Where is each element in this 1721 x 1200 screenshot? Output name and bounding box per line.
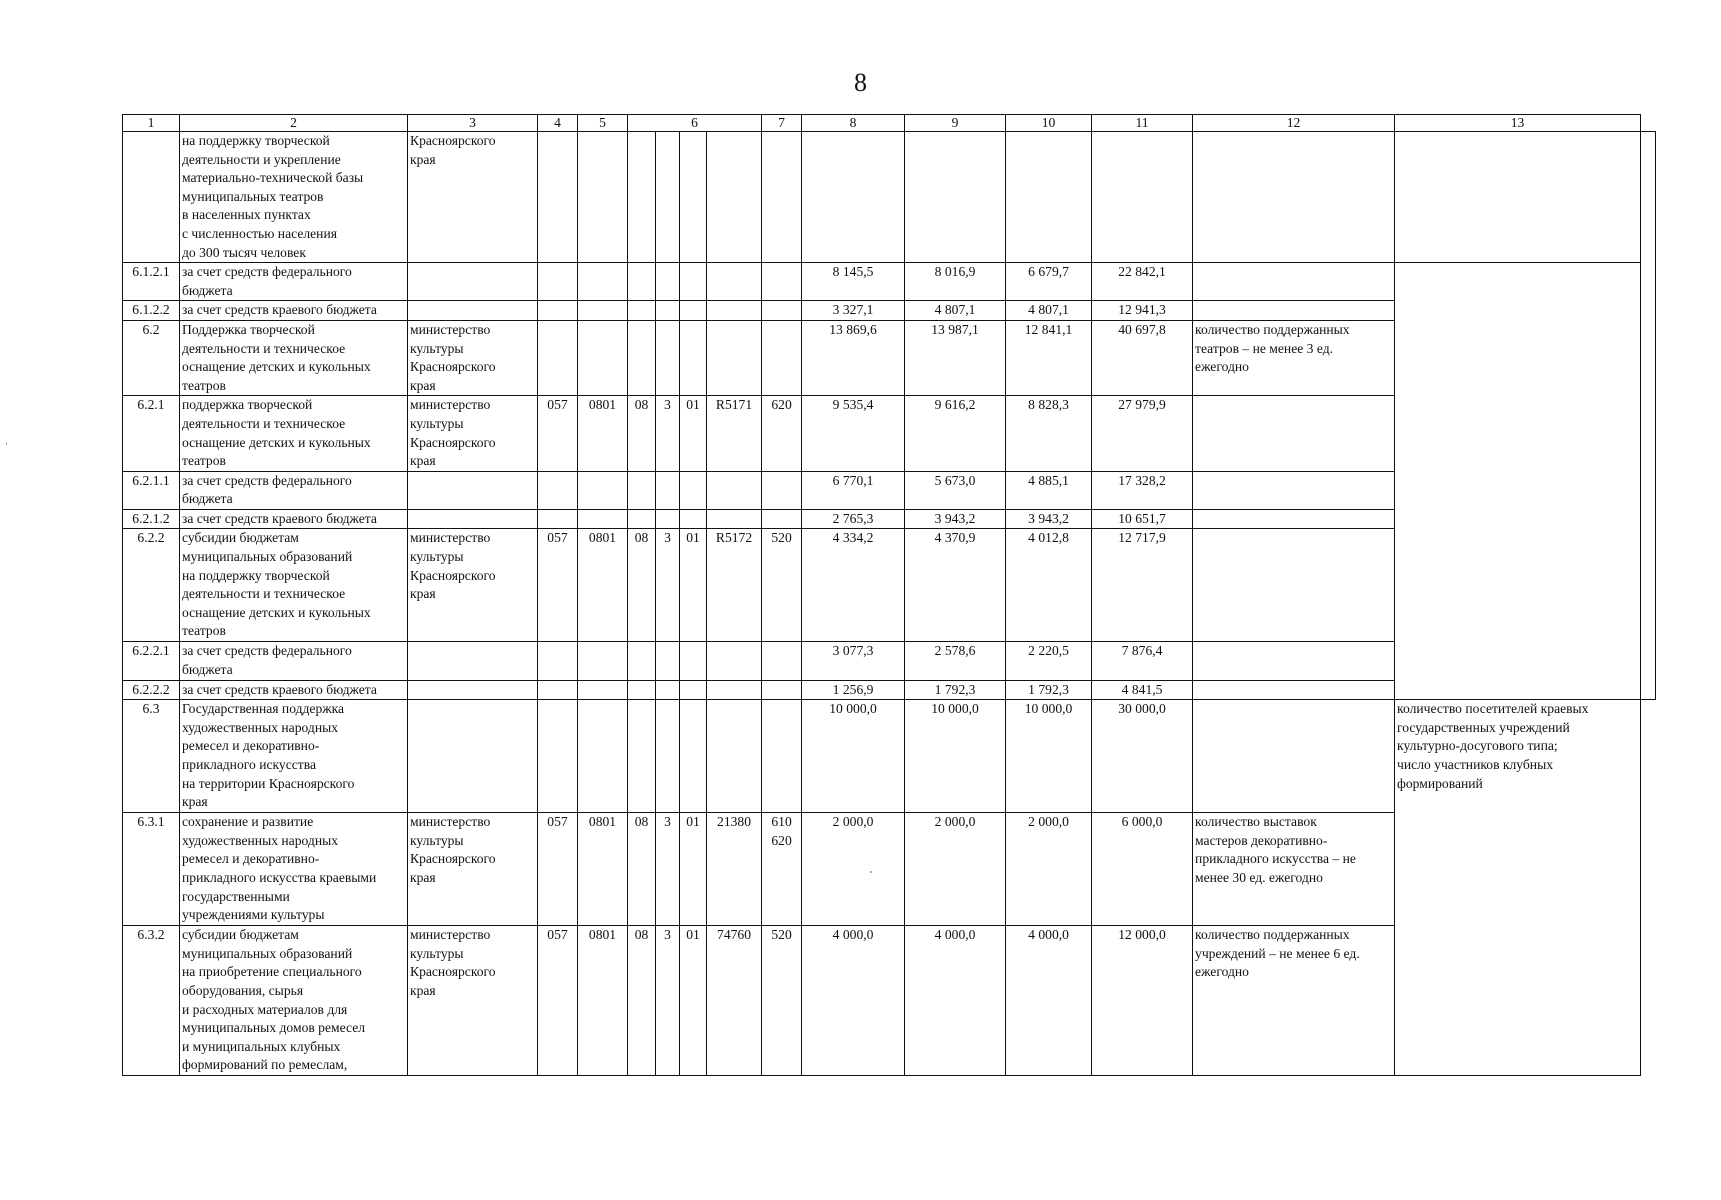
table-cell	[1193, 301, 1395, 321]
table-cell	[1193, 509, 1395, 529]
table-cell: 057	[538, 926, 578, 1076]
table-cell: 5 673,0	[905, 471, 1006, 509]
table-row	[123, 320, 1656, 395]
table-cell	[762, 680, 802, 700]
scan-speckle	[870, 871, 872, 873]
table-cell	[408, 263, 538, 301]
table-cell: на поддержку творческой деятельности и укрепление материально-технической базы муниципальных театров в населенных пунктах с численностью населения до 300 тысяч человек	[180, 132, 408, 263]
table-cell: 3	[656, 396, 680, 471]
table-cell: количество выставок мастеров декоративно- прикладного искусства – не менее 30 ед. ежегодно	[1193, 813, 1395, 926]
table-cell	[1193, 529, 1395, 642]
table-cell	[680, 263, 707, 301]
table-cell: 6.1.2.2	[123, 301, 180, 321]
table-row	[123, 529, 1656, 642]
table-cell: 8 145,5	[802, 263, 905, 301]
table-cell	[680, 471, 707, 509]
table-cell	[628, 700, 656, 813]
table-cell: 08	[628, 926, 656, 1076]
table-cell	[1395, 132, 1641, 263]
table-cell	[538, 471, 578, 509]
table-cell	[578, 320, 628, 395]
table-cell	[1193, 132, 1395, 263]
table-cell	[628, 642, 656, 680]
table-cell	[538, 680, 578, 700]
table-cell	[628, 680, 656, 700]
table-cell: 40 697,8	[1092, 320, 1193, 395]
table-cell: 057	[538, 529, 578, 642]
table-cell	[1193, 642, 1395, 680]
table-cell: 27 979,9	[1092, 396, 1193, 471]
table-cell	[538, 700, 578, 813]
table-cell: R5171	[707, 396, 762, 471]
table-cell: 08	[628, 529, 656, 642]
header-cell: 9	[905, 115, 1006, 132]
header-cell: 7	[762, 115, 802, 132]
table-cell	[656, 301, 680, 321]
table-cell	[762, 320, 802, 395]
table-cell: за счет средств федерального бюджета	[180, 263, 408, 301]
table-cell: 3	[656, 926, 680, 1076]
header-cell: 10	[1006, 115, 1092, 132]
header-cell: 11	[1092, 115, 1193, 132]
table-cell	[1193, 263, 1395, 301]
table-cell: 057	[538, 396, 578, 471]
table-cell: 6 679,7	[1006, 263, 1092, 301]
table-cell: 9 616,2	[905, 396, 1006, 471]
table-cell: 0801	[578, 813, 628, 926]
table-cell	[578, 700, 628, 813]
table-cell: 6.2	[123, 320, 180, 395]
table-cell: 21380	[707, 813, 762, 926]
table-cell	[578, 642, 628, 680]
column13-block	[1641, 132, 1656, 700]
table-cell: 01	[680, 813, 707, 926]
table-cell	[538, 642, 578, 680]
table-cell: за счет средств краевого бюджета	[180, 301, 408, 321]
table-cell: 3	[656, 813, 680, 926]
table-cell: 520	[762, 926, 802, 1076]
table-cell	[656, 471, 680, 509]
table-cell: 8 016,9	[905, 263, 1006, 301]
table-cell: 4 807,1	[905, 301, 1006, 321]
table-cell: 8 828,3	[1006, 396, 1092, 471]
table-cell: 6.3.1	[123, 813, 180, 926]
table-cell	[628, 509, 656, 529]
table-cell	[762, 700, 802, 813]
table-cell: 057	[538, 813, 578, 926]
table-cell: 3 077,3	[802, 642, 905, 680]
table-cell	[707, 320, 762, 395]
table-cell	[680, 680, 707, 700]
table-cell: 3 943,2	[1006, 509, 1092, 529]
table-cell	[538, 132, 578, 263]
table-cell: 12 717,9	[1092, 529, 1193, 642]
table-cell: 4 012,8	[1006, 529, 1092, 642]
table-cell: министерство культуры Красноярского края	[408, 320, 538, 395]
table-cell: 74760	[707, 926, 762, 1076]
table-cell	[628, 263, 656, 301]
table-cell	[656, 680, 680, 700]
table-cell: количество поддержанных учреждений – не менее 6 ед. ежегодно	[1193, 926, 1395, 1076]
table-cell	[707, 263, 762, 301]
table-cell	[538, 301, 578, 321]
table-cell: 1 792,3	[1006, 680, 1092, 700]
table-cell: министерство культуры Красноярского края	[408, 529, 538, 642]
header-cell: 8	[802, 115, 905, 132]
table-cell: 2 000,0	[802, 813, 905, 926]
table-cell	[538, 263, 578, 301]
table-cell	[707, 471, 762, 509]
table-cell: количество поддержанных театров – не менее 3 ед. ежегодно	[1193, 320, 1395, 395]
column13-indicator: количество посетителей краевых государственных учреждений культурно-досугового типа; число участников клубных формирований	[1395, 700, 1641, 1076]
table-cell: 01	[680, 396, 707, 471]
table-cell: 4 807,1	[1006, 301, 1092, 321]
table-cell: 3 943,2	[905, 509, 1006, 529]
table-cell	[1193, 680, 1395, 700]
table-cell: 4 841,5	[1092, 680, 1193, 700]
header-cell: 5	[578, 115, 628, 132]
table-cell: 3	[656, 529, 680, 642]
table-row	[123, 680, 1656, 700]
table-cell	[628, 132, 656, 263]
table-cell: 4 334,2	[802, 529, 905, 642]
table-cell	[762, 642, 802, 680]
table-cell: 4 000,0	[905, 926, 1006, 1076]
scan-speckle	[6, 442, 7, 445]
table-cell	[578, 301, 628, 321]
table-cell: 30 000,0	[1092, 700, 1193, 813]
table-cell: 6.2.1	[123, 396, 180, 471]
table-cell: за счет средств краевого бюджета	[180, 680, 408, 700]
table-cell: 620	[762, 396, 802, 471]
table-cell	[656, 700, 680, 813]
table-cell: 6.3.2	[123, 926, 180, 1076]
table-cell: 13 987,1	[905, 320, 1006, 395]
table-row	[123, 509, 1656, 529]
table-cell	[628, 320, 656, 395]
table-cell	[707, 301, 762, 321]
table-cell: Государственная поддержка художественных народных ремесел и декоративно- прикладного искусства на территории Красноярского края	[180, 700, 408, 813]
table-row	[123, 132, 1656, 263]
table-cell	[578, 263, 628, 301]
table-cell: поддержка творческой деятельности и техническое оснащение детских и кукольных театров	[180, 396, 408, 471]
table-cell	[656, 320, 680, 395]
table-cell: 12 941,3	[1092, 301, 1193, 321]
table-cell	[408, 301, 538, 321]
budget-table	[122, 114, 1656, 1076]
table-cell: 520	[762, 529, 802, 642]
table-cell: Поддержка творческой деятельности и техническое оснащение детских и кукольных театров	[180, 320, 408, 395]
header-cell: 12	[1193, 115, 1395, 132]
table-cell: 2 578,6	[905, 642, 1006, 680]
table-cell	[578, 471, 628, 509]
table-cell	[628, 301, 656, 321]
table-cell	[680, 509, 707, 529]
table-row	[123, 700, 1656, 813]
header-cell: 13	[1395, 115, 1641, 132]
table-cell	[408, 700, 538, 813]
table-cell: министерство культуры Красноярского края	[408, 926, 538, 1076]
table-cell: 6.2.1.1	[123, 471, 180, 509]
table-cell: 6 000,0	[1092, 813, 1193, 926]
table-cell	[408, 509, 538, 529]
header-cell: 2	[180, 115, 408, 132]
table-body	[123, 132, 1656, 1076]
table-row	[123, 263, 1656, 301]
table-cell	[408, 680, 538, 700]
table-cell	[680, 700, 707, 813]
table-cell: 10 000,0	[1006, 700, 1092, 813]
table-row	[123, 471, 1656, 509]
table-cell: 4 000,0	[1006, 926, 1092, 1076]
table-cell: 22 842,1	[1092, 263, 1193, 301]
table-cell	[1193, 700, 1395, 813]
table-cell	[680, 132, 707, 263]
table-cell	[762, 132, 802, 263]
header-cell: 3	[408, 115, 538, 132]
table-cell	[538, 509, 578, 529]
table-cell: 7 876,4	[1092, 642, 1193, 680]
page-number: 8	[854, 68, 867, 97]
table-cell	[578, 132, 628, 263]
table-cell: 17 328,2	[1092, 471, 1193, 509]
table-cell	[762, 471, 802, 509]
table-cell: 6 770,1	[802, 471, 905, 509]
table-cell: 1 792,3	[905, 680, 1006, 700]
table-cell: 12 000,0	[1092, 926, 1193, 1076]
table-cell	[1193, 471, 1395, 509]
table-cell: министерство культуры Красноярского края	[408, 396, 538, 471]
table-cell	[578, 680, 628, 700]
table-cell	[680, 642, 707, 680]
header-cell: 4	[538, 115, 578, 132]
table-cell: 01	[680, 926, 707, 1076]
table-cell: 2 000,0	[905, 813, 1006, 926]
table-cell	[707, 700, 762, 813]
header-row	[123, 115, 1656, 132]
table-cell	[680, 320, 707, 395]
table-cell	[538, 320, 578, 395]
table-cell: 610 620	[762, 813, 802, 926]
table-cell	[905, 132, 1006, 263]
table-cell	[762, 509, 802, 529]
table-cell: 6.2.2	[123, 529, 180, 642]
table-cell: 2 220,5	[1006, 642, 1092, 680]
table-cell	[656, 642, 680, 680]
table-cell: 6.1.2.1	[123, 263, 180, 301]
table-cell: 2 000,0	[1006, 813, 1092, 926]
table-cell: 01	[680, 529, 707, 642]
table-cell	[656, 509, 680, 529]
table-cell: 13 869,6	[802, 320, 905, 395]
table-cell	[707, 642, 762, 680]
table-cell	[656, 132, 680, 263]
table-cell	[628, 471, 656, 509]
table-cell	[1092, 132, 1193, 263]
header-cell: 1	[123, 115, 180, 132]
table-cell	[707, 509, 762, 529]
table-cell: за счет средств краевого бюджета	[180, 509, 408, 529]
table-cell	[802, 132, 905, 263]
table-cell: 10 000,0	[905, 700, 1006, 813]
table-cell: 4 370,9	[905, 529, 1006, 642]
table-cell	[1006, 132, 1092, 263]
table-cell: 08	[628, 813, 656, 926]
table-cell: 9 535,4	[802, 396, 905, 471]
table-cell: 0801	[578, 926, 628, 1076]
table-cell: 6.2.1.2	[123, 509, 180, 529]
table-cell	[408, 642, 538, 680]
table-cell: 2 765,3	[802, 509, 905, 529]
table-cell: за счет средств федерального бюджета	[180, 471, 408, 509]
table-row	[123, 396, 1656, 471]
table-cell: 4 000,0	[802, 926, 905, 1076]
table-cell: 0801	[578, 529, 628, 642]
table-cell: 08	[628, 396, 656, 471]
table-row	[123, 642, 1656, 680]
table-cell	[123, 132, 180, 263]
table-cell: 12 841,1	[1006, 320, 1092, 395]
table-row	[123, 301, 1656, 321]
table-cell: 6.3	[123, 700, 180, 813]
table-cell: 6.2.2.2	[123, 680, 180, 700]
table-cell: 1 256,9	[802, 680, 905, 700]
table-cell	[762, 301, 802, 321]
table-cell: Красноярского края	[408, 132, 538, 263]
table-cell	[680, 301, 707, 321]
table-cell	[762, 263, 802, 301]
table-cell	[656, 263, 680, 301]
table-cell: R5172	[707, 529, 762, 642]
table-cell	[707, 132, 762, 263]
table-cell: 4 885,1	[1006, 471, 1092, 509]
header-cell: 6	[628, 115, 762, 132]
table-cell: субсидии бюджетам муниципальных образований на поддержку творческой деятельности и техническое оснащение детских и кукольных театров	[180, 529, 408, 642]
table-cell	[408, 471, 538, 509]
table-cell: министерство культуры Красноярского края	[408, 813, 538, 926]
table-cell: 6.2.2.1	[123, 642, 180, 680]
table-cell: 10 651,7	[1092, 509, 1193, 529]
table-cell	[1193, 396, 1395, 471]
table-cell: субсидии бюджетам муниципальных образований на приобретение специального оборудования, сырья и расходных материалов для муниципальных домов ремесел и муниципальных клубных формирований по ремеслам,	[180, 926, 408, 1076]
table-cell: за счет средств федерального бюджета	[180, 642, 408, 680]
table-cell: 0801	[578, 396, 628, 471]
table-cell: 3 327,1	[802, 301, 905, 321]
table-cell	[707, 680, 762, 700]
table-cell	[578, 509, 628, 529]
table-cell: 10 000,0	[802, 700, 905, 813]
table-cell: сохранение и развитие художественных народных ремесел и декоративно- прикладного искусства краевыми государственными учреждениями культуры	[180, 813, 408, 926]
